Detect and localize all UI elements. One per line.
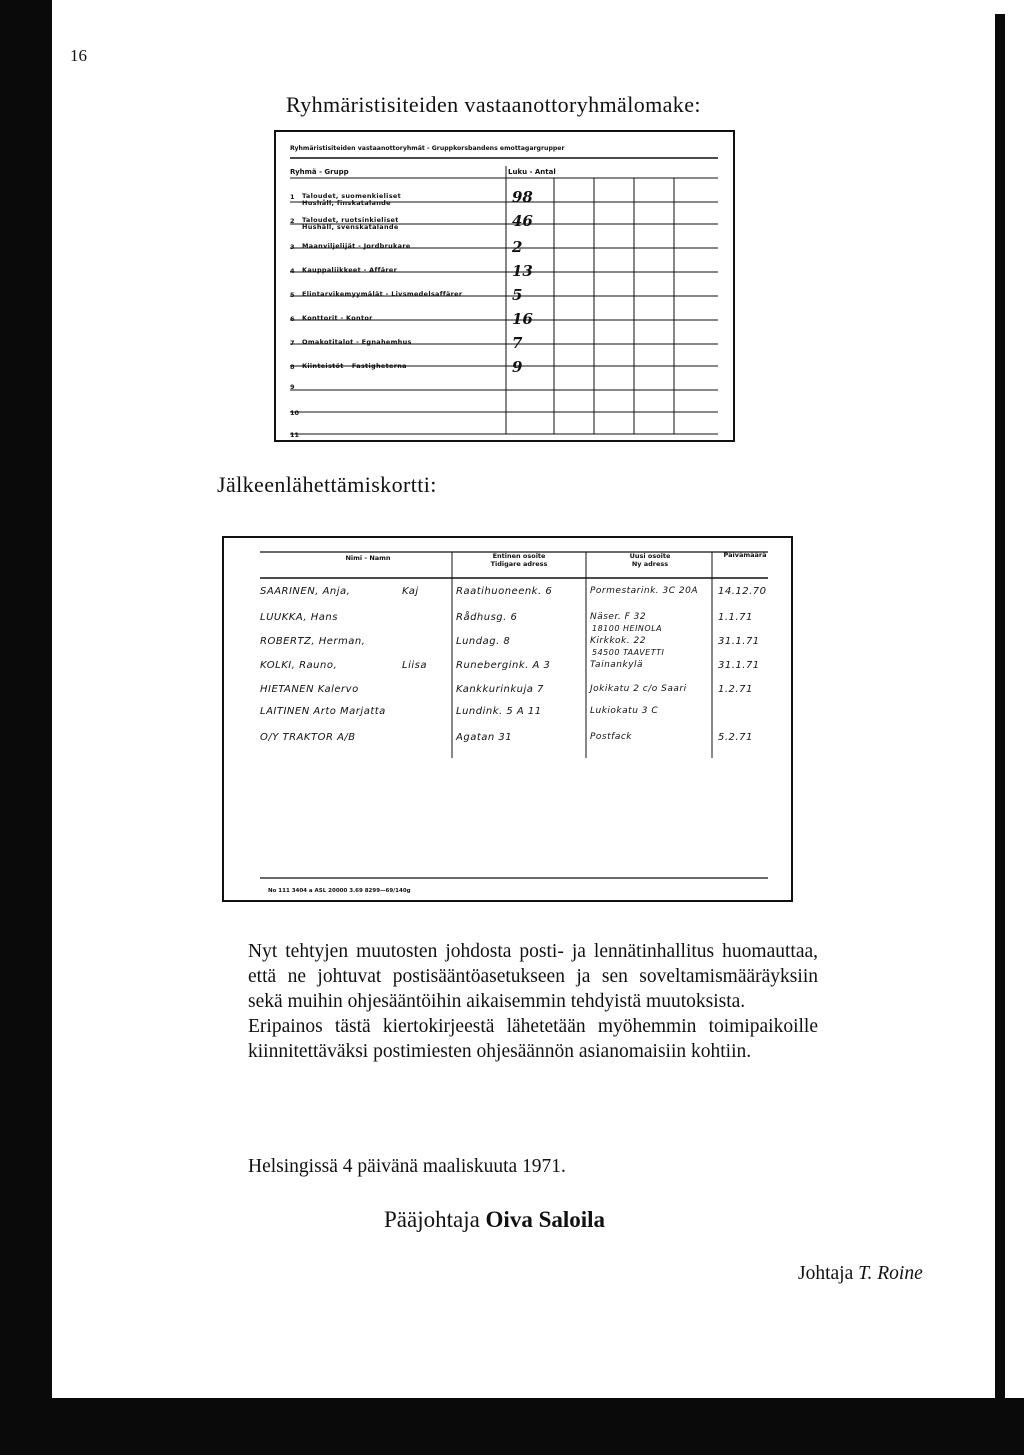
- row-label: Konttorit - Kontor: [302, 314, 373, 322]
- row-date: 5.2.71: [718, 732, 753, 743]
- print-line: No 111 3404 a ASL 20000 3.69 8299—69/140g: [268, 888, 411, 894]
- row-count: 9: [512, 358, 523, 376]
- signature-title: Johtaja: [798, 1263, 854, 1284]
- row-new-address-line2: 18100 HEINOLA: [592, 624, 663, 633]
- row-date: 1.2.71: [718, 684, 753, 695]
- row-old-address: Runebergink. A 3: [456, 660, 551, 671]
- row-label: Taloudet, ruotsinkieliset Hushåll, svenskatalande: [302, 216, 399, 231]
- row-new-address: Tainankylä: [590, 660, 644, 670]
- row-count: 46: [512, 212, 533, 230]
- row-count: 13: [512, 262, 533, 280]
- row-number: 1: [290, 193, 295, 201]
- row-label: Kauppaliikkeet - Affärer: [302, 266, 398, 274]
- row-new-address: Näser. F 32: [590, 612, 647, 622]
- signature-name: T. Roine: [858, 1263, 923, 1284]
- signature-name: Oiva Saloila: [485, 1207, 606, 1232]
- row-new-address: Jokikatu 2 c/o Saari: [590, 684, 687, 694]
- column-header-count: Luku - Antal: [508, 168, 556, 176]
- row-old-address: Lundag. 8: [456, 636, 511, 647]
- row-old-address: Lundink. 5 A 11: [456, 706, 542, 717]
- row-old-address: Rådhusg. 6: [456, 612, 518, 623]
- row-count: 7: [512, 334, 523, 352]
- row-count: 98: [512, 188, 533, 206]
- row-new-address: Kirkkok. 22: [590, 636, 646, 646]
- row-name-extra: Liisa: [402, 660, 427, 671]
- signature-director: [798, 1263, 923, 1285]
- row-new-address-line2: 54500 TAAVETTI: [592, 648, 665, 657]
- signature-title: Pääjohtaja: [384, 1207, 480, 1232]
- column-header-group: Ryhmä - Grupp: [290, 168, 349, 176]
- row-name: ROBERTZ, Herman,: [260, 636, 366, 647]
- row-number: 8: [290, 363, 295, 371]
- row-number: 4: [290, 267, 295, 275]
- signature-director-general: [384, 1207, 605, 1233]
- row-new-address: Lukiokatu 3 C: [590, 706, 659, 716]
- row-label: Kiinteistöt - Fastigheterna: [302, 362, 407, 370]
- row-name-extra: Kaj: [402, 586, 419, 597]
- row-number: 2: [290, 217, 295, 225]
- header-old-address: Entinen osoite Tidigare adress: [490, 552, 548, 568]
- row-name: SAARINEN, Anja,: [260, 586, 351, 597]
- header-name: Nimi - Namn: [345, 554, 391, 562]
- row-name: LAITINEN Arto Marjatta: [260, 706, 386, 717]
- paragraph-1: Nyt tehtyjen muutosten johdosta posti- ja lennätinhallitus huomauttaa, että ne johtuvat postisääntöasetukseen ja sen soveltamismääräyksiin sekä muihin ohjesääntöihin aikaisemmin tehdyistä muutoksista.: [248, 941, 818, 1012]
- row-number: 11: [290, 431, 300, 439]
- row-label: Elintarvikemyymälät - Livsmedelsaffärer: [302, 290, 463, 298]
- header-date: Päivämäärä: [723, 551, 767, 559]
- row-new-address: Postfack: [590, 732, 632, 742]
- row-old-address: Kankkurinkuja 7: [456, 684, 544, 695]
- row-name: LUUKKA, Hans: [260, 612, 338, 623]
- dateline: Helsingissä 4 päivänä maaliskuuta 1971.: [248, 1156, 566, 1177]
- row-count: 2: [512, 238, 523, 256]
- row-label: Maanviljelijät - Jordbrukare: [302, 242, 411, 250]
- row-number: 7: [290, 339, 295, 347]
- row-number: 6: [290, 315, 295, 323]
- row-old-address: Agatan 31: [456, 732, 513, 743]
- row-name: O/Y TRAKTOR A/B: [260, 732, 356, 743]
- row-number: 9: [290, 383, 295, 391]
- row-date: 1.1.71: [718, 612, 753, 623]
- forwarding-card-form: [222, 536, 793, 902]
- group-reception-form: [274, 130, 735, 442]
- row-number: 3: [290, 243, 295, 251]
- section-heading-group-form: Ryhmäristisiteiden vastaanottoryhmälomake:: [286, 92, 701, 117]
- section-heading-forwarding-card: Jälkeenlähettämiskortti:: [217, 472, 437, 497]
- row-label: Omakotitalot - Egnahemhus: [302, 338, 412, 346]
- page-number: 16: [70, 46, 87, 65]
- row-name: HIETANEN Kalervo: [260, 684, 359, 695]
- row-old-address: Raatihuoneenk. 6: [456, 586, 553, 597]
- form-title: Ryhmäristisiteiden vastaanottoryhmät - Gruppkorsbandens emottagargrupper: [290, 145, 565, 152]
- body-text: [248, 939, 818, 1064]
- row-number: 5: [290, 291, 295, 299]
- row-date: 14.12.70: [718, 586, 767, 597]
- row-count: 16: [512, 310, 533, 328]
- header-new-address: Uusi osoite Ny adress: [629, 552, 671, 568]
- row-label: Taloudet, suomenkieliset Hushåll, finskatalande: [302, 192, 401, 207]
- row-new-address: Pormestarink. 3C 20A: [590, 586, 698, 596]
- paragraph-2: Eripainos tästä kiertokirjeestä lähetetään myöhemmin toimipaikoille kiinnitettäväksi postimiesten ohjesäännön asianomaisiin kohtiin.: [248, 1016, 818, 1062]
- row-date: 31.1.71: [718, 660, 760, 671]
- row-count: 5: [512, 286, 523, 304]
- row-number: 10: [290, 409, 300, 417]
- row-name: KOLKI, Rauno,: [260, 660, 338, 671]
- row-date: 31.1.71: [718, 636, 760, 647]
